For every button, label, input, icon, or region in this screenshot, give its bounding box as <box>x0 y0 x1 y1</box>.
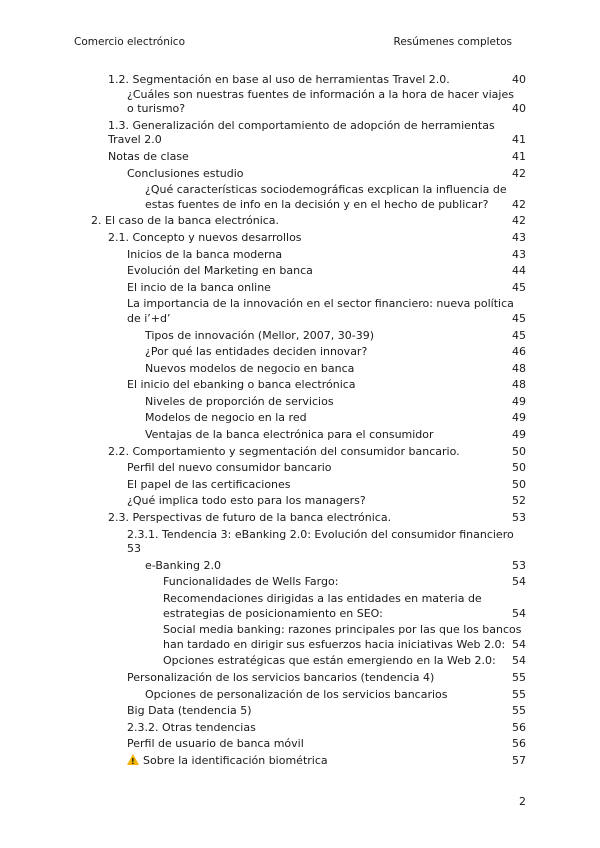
toc-page-number: 42 <box>512 197 526 211</box>
toc-entry[interactable]: 1.2. Segmentación en base al uso de herramientas Travel 2.0. 40 <box>108 73 526 86</box>
toc-entry[interactable]: 2.2. Comportamiento y segmentación del consumidor bancario. 50 <box>108 444 526 458</box>
table-of-contents <box>0 73 600 769</box>
toc-entry[interactable]: Big Data (tendencia 5) 55 <box>127 704 526 718</box>
toc-page-number: 49 <box>512 411 526 425</box>
toc-page-number: 40 <box>512 102 526 116</box>
toc-entry[interactable]: Recomendaciones dirigidas a las entidades en materia de estrategias de posicionamiento en SEO: 54 <box>163 592 526 620</box>
toc-page-number: 55 <box>512 704 526 718</box>
toc-entry[interactable]: Conclusiones estudio 42 <box>127 166 526 180</box>
toc-page-number: 44 <box>512 264 526 278</box>
warning-icon <box>127 754 139 765</box>
toc-entry[interactable]: Personalización de los servicios bancarios (tendencia 4) 55 <box>127 670 526 684</box>
toc-entry[interactable]: ¿Qué implica todo esto para los managers? 52 <box>127 494 526 508</box>
toc-page-number: 45 <box>512 311 526 325</box>
toc-entry[interactable]: Perfil de usuario de banca móvil 56 <box>127 737 526 751</box>
toc-page-number: 57 <box>512 753 526 767</box>
toc-page-number: 49 <box>512 394 526 408</box>
toc-entry[interactable]: La importancia de la innovación en el sector financiero: nueva política de i’+d’ 45 <box>127 297 526 325</box>
toc-entry[interactable]: ¿Por qué las entidades deciden innovar? 46 <box>145 345 526 359</box>
toc-entry[interactable]: Notas de clase 41 <box>108 149 526 163</box>
toc-page-number: 54 <box>512 575 526 589</box>
toc-page-number: 48 <box>512 378 526 392</box>
toc-entry[interactable]: 2.1. Concepto y nuevos desarrollos 43 <box>108 230 526 244</box>
toc-page-number: 56 <box>512 737 526 751</box>
toc-entry[interactable]: Opciones de personalización de los servicios bancarios 55 <box>145 687 526 701</box>
toc-entry[interactable]: 1.3. Generalización del comportamiento de adopción de herramientas Travel 2.0 41 <box>108 118 526 147</box>
toc-page-number: 54 <box>512 654 526 668</box>
toc-page-number: 41 <box>512 149 526 163</box>
toc-entry[interactable]: Ventajas de la banca electrónica para el consumidor 49 <box>145 428 526 442</box>
toc-page-number: 50 <box>512 461 526 475</box>
toc-entry[interactable]: El papel de las certificaciones 50 <box>127 477 526 491</box>
header-right: Resúmenes completos <box>393 36 512 48</box>
toc-entry[interactable]: 2.3. Perspectivas de futuro de la banca electrónica. 53 <box>108 511 526 525</box>
toc-entry[interactable]: Funcionalidades de Wells Fargo: 54 <box>163 575 526 589</box>
toc-entry[interactable]: Modelos de negocio en la red 49 <box>145 411 526 425</box>
toc-entry[interactable]: ¿Cuáles son nuestras fuentes de información a la hora de hacer viajes o turismo? 40 <box>127 87 526 116</box>
toc-page-number: 46 <box>512 345 526 359</box>
toc-page-number: 43 <box>512 247 526 261</box>
toc-entry[interactable]: Nuevos modelos de negocio en banca 48 <box>145 361 526 375</box>
toc-page-number: 55 <box>512 687 526 701</box>
toc-page-number: 42 <box>512 214 526 228</box>
toc-entry[interactable]: Social media banking: razones principales por las que los bancos han tardado en dirigir sus esfuerzos hacia iniciativas Web 2.0: 54 <box>163 623 526 651</box>
toc-entry[interactable]: 2.3.1. Tendencia 3: eBanking 2.0: Evolución del consumidor financiero 53 <box>127 527 514 556</box>
toc-entry[interactable]: ¿Qué características sociodemográficas excplican la influencia de estas fuentes de info en la decisión y en el hecho de publicar? 42 <box>145 183 526 211</box>
toc-page-number: 41 <box>512 133 526 147</box>
toc-page-number: 56 <box>512 720 526 734</box>
toc-page-number: 43 <box>512 230 526 244</box>
header-left: Comercio electrónico <box>74 36 185 48</box>
page-number: 2 <box>519 795 526 808</box>
toc-page-number: 54 <box>512 637 526 651</box>
toc-page-number: 52 <box>512 494 526 508</box>
toc-entry[interactable]: Inicios de la banca moderna 43 <box>127 247 526 261</box>
toc-page-number: 50 <box>512 444 526 458</box>
toc-entry[interactable]: El inicio del ebanking o banca electrónica 48 <box>127 378 526 392</box>
toc-entry[interactable]: 2.3.2. Otras tendencias 56 <box>127 720 526 734</box>
toc-entry[interactable]: Tipos de innovación (Mellor, 2007, 30-39) 45 <box>145 328 526 342</box>
toc-entry[interactable]: 2. El caso de la banca electrónica. 42 <box>91 214 526 228</box>
toc-page-number: 55 <box>512 670 526 684</box>
toc-entry[interactable]: Opciones estratégicas que están emergiendo en la Web 2.0: 54 <box>163 654 526 668</box>
toc-entry[interactable]: !Sobre la identificación biométrica 57 <box>127 754 600 769</box>
toc-page-number: 40 <box>512 73 526 86</box>
toc-entry[interactable]: El incio de la banca online 45 <box>127 280 526 294</box>
toc-entry[interactable]: e-Banking 2.0 53 <box>145 558 526 572</box>
toc-page-number: 49 <box>512 428 526 442</box>
toc-page-number: 54 <box>512 606 526 620</box>
toc-page-number: 45 <box>512 328 526 342</box>
toc-entry[interactable]: Perfil del nuevo consumidor bancario 50 <box>127 461 526 475</box>
toc-page-number: 53 <box>512 511 526 525</box>
toc-page-number: 42 <box>512 166 526 180</box>
toc-entry[interactable]: Niveles de proporción de servicios 49 <box>145 394 526 408</box>
toc-page-number: 53 <box>512 558 526 572</box>
toc-page-number: 48 <box>512 361 526 375</box>
toc-page-number: 45 <box>512 280 526 294</box>
toc-entry[interactable]: Evolución del Marketing en banca 44 <box>127 264 526 278</box>
toc-page-number: 50 <box>512 477 526 491</box>
